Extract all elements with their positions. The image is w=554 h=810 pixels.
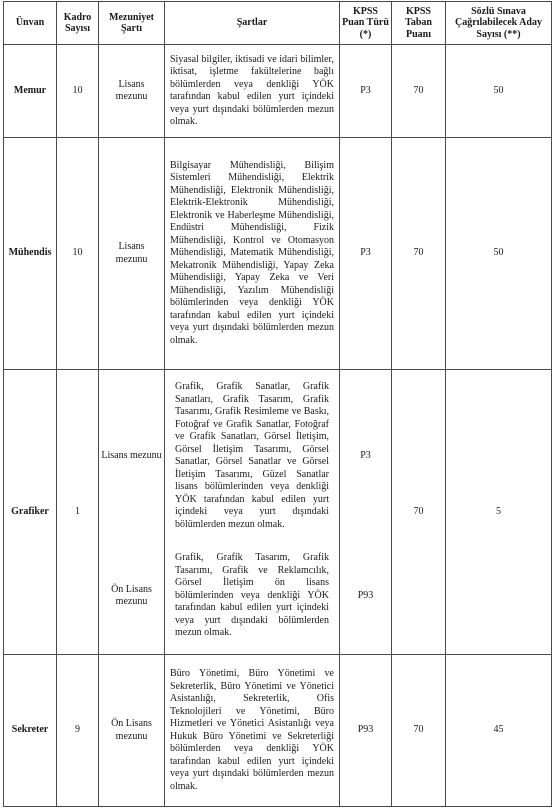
positions-table xyxy=(3,1,552,807)
mezuniyet-onlisans: Ön Lisans mezunu xyxy=(111,583,152,607)
table-row xyxy=(4,370,552,655)
kpss-taban-cell: 70 xyxy=(392,45,446,138)
mezuniyet-cell xyxy=(99,370,165,655)
table-row xyxy=(4,655,552,807)
kadro-cell: 1 xyxy=(57,370,99,655)
sozlu-cell: 50 xyxy=(446,138,552,370)
kpss-puan-cell xyxy=(340,370,392,655)
kpss-puan-onlisans: P93 xyxy=(357,589,374,601)
header-mezuniyet: Mezuniyet Şartı xyxy=(99,2,165,45)
sozlu-cell: 45 xyxy=(446,655,552,807)
unvan-cell: Memur xyxy=(4,45,57,138)
sartlar-onlisans: Grafik, Grafik Tasarım, Grafik Tasarımı, Grafik ve Reklamcılık, Görsel İletişim ön lisans bölümlerinden veya denkliği YÖK tarafından kabul edilen yurt içindeki veya yurt dışındaki bölümlerden mezun olmak. xyxy=(175,552,329,639)
header-kadro: Kadro Sayısı xyxy=(57,2,99,45)
kpss-taban-cell: 70 xyxy=(392,655,446,807)
kpss-taban-cell: 70 xyxy=(392,138,446,370)
header-kpss-taban: KPSS Taban Puanı xyxy=(392,2,446,45)
mezuniyet-lisans: Lisans mezunu xyxy=(101,449,162,461)
kpss-puan-cell: P93 xyxy=(340,655,392,807)
kpss-taban-cell: 70 xyxy=(392,370,446,655)
sartlar-cell xyxy=(165,370,340,655)
kadro-cell: 9 xyxy=(57,655,99,807)
sozlu-cell: 5 xyxy=(446,370,552,655)
mezuniyet-cell: Ön Lisans mezunu xyxy=(99,655,165,807)
table-row xyxy=(4,138,552,370)
sartlar-cell: Bilgisayar Mühendisliği, Bilişim Sistemleri Mühendisliği, Elektrik Mühendisliği, Elektronik Mühendisliği, Elektrik-Elektronik Mühendisliği, Elektronik ve Haberleşme Mühendisliği, Endüstri Mühendisliği, Fizik Mühendisliği, Kontrol ve Otomasyon Mühendisliği, Matematik Mühendisliği, Mekatronik Mühendisliği, Yapay Zeka Mühendisliği, Yapay Zeka ve Veri Mühendisliği, Yazılım Mühendisliği bölümlerinden veya denkliği YÖK tarafından kabul edilen yurt içindeki veya yurt dışındaki bölümlerden mezun olmak. xyxy=(165,138,340,370)
header-sozlu: Sözlü Sınava Çağrılabilecek Aday Sayısı (**) xyxy=(446,2,552,45)
header-unvan: Ünvan xyxy=(4,2,57,45)
sartlar-lisans: Grafik, Grafik Sanatlar, Grafik Sanatları, Grafik Tasarım, Grafik Tasarımı, Grafik Resimleme ve Baskı, Fotoğraf ve Grafik Sanatlar, Fotoğraf ve Grafik Sanatları, Görsel İletişim, Görsel İletişim Tasarımı, Görsel Sanatlar, Görsel Sanatlar ve Görsel İletişim Tasarımı, Güzel Sanatlar lisans bölümlerinden veya denkliği YÖK tarafından kabul edilen yurt içindeki veya yurt dışındaki bölümlerden mezun olmak. xyxy=(175,381,329,530)
kadro-cell: 10 xyxy=(57,138,99,370)
kpss-puan-cell: P3 xyxy=(340,45,392,138)
sozlu-cell: 50 xyxy=(446,45,552,138)
unvan-cell: Sekreter xyxy=(4,655,57,807)
header-kpss-puan: KPSS Puan Türü (*) xyxy=(340,2,392,45)
table-row xyxy=(4,45,552,138)
mezuniyet-cell: Lisans mezunu xyxy=(99,138,165,370)
kpss-puan-cell: P3 xyxy=(340,138,392,370)
kadro-cell: 10 xyxy=(57,45,99,138)
header-row xyxy=(4,2,552,45)
sartlar-cell: Büro Yönetimi, Büro Yönetimi ve Sekreterlik, Büro Yönetimi ve Yönetici Asistanlığı, Sekreterlik, Ofis Teknolojileri ve Yönetimi, Büro Hizmetleri ve Yönetici Asistanlığı veya Hukuk Büro Yönetimi ve Sekreterliği bölümlerden veya denkliği YÖK tarafından kabul edilen yurt içindeki veya yurt dışındaki bölümlerden mezun olmak. xyxy=(165,655,340,807)
kpss-puan-lisans: P3 xyxy=(360,449,371,461)
unvan-cell: Grafiker xyxy=(4,370,57,655)
mezuniyet-cell: Lisans mezunu xyxy=(99,45,165,138)
header-sartlar: Şartlar xyxy=(165,2,340,45)
sartlar-cell: Siyasal bilgiler, iktisadi ve idari bilimler, iktisat, işletme fakültelerine bağlı bölümlerden veya denkliği YÖK tarafından kabul edilen yurt içindeki veya yurt dışındaki bölümlerden mezun olmak. xyxy=(165,45,340,138)
unvan-cell: Mühendis xyxy=(4,138,57,370)
